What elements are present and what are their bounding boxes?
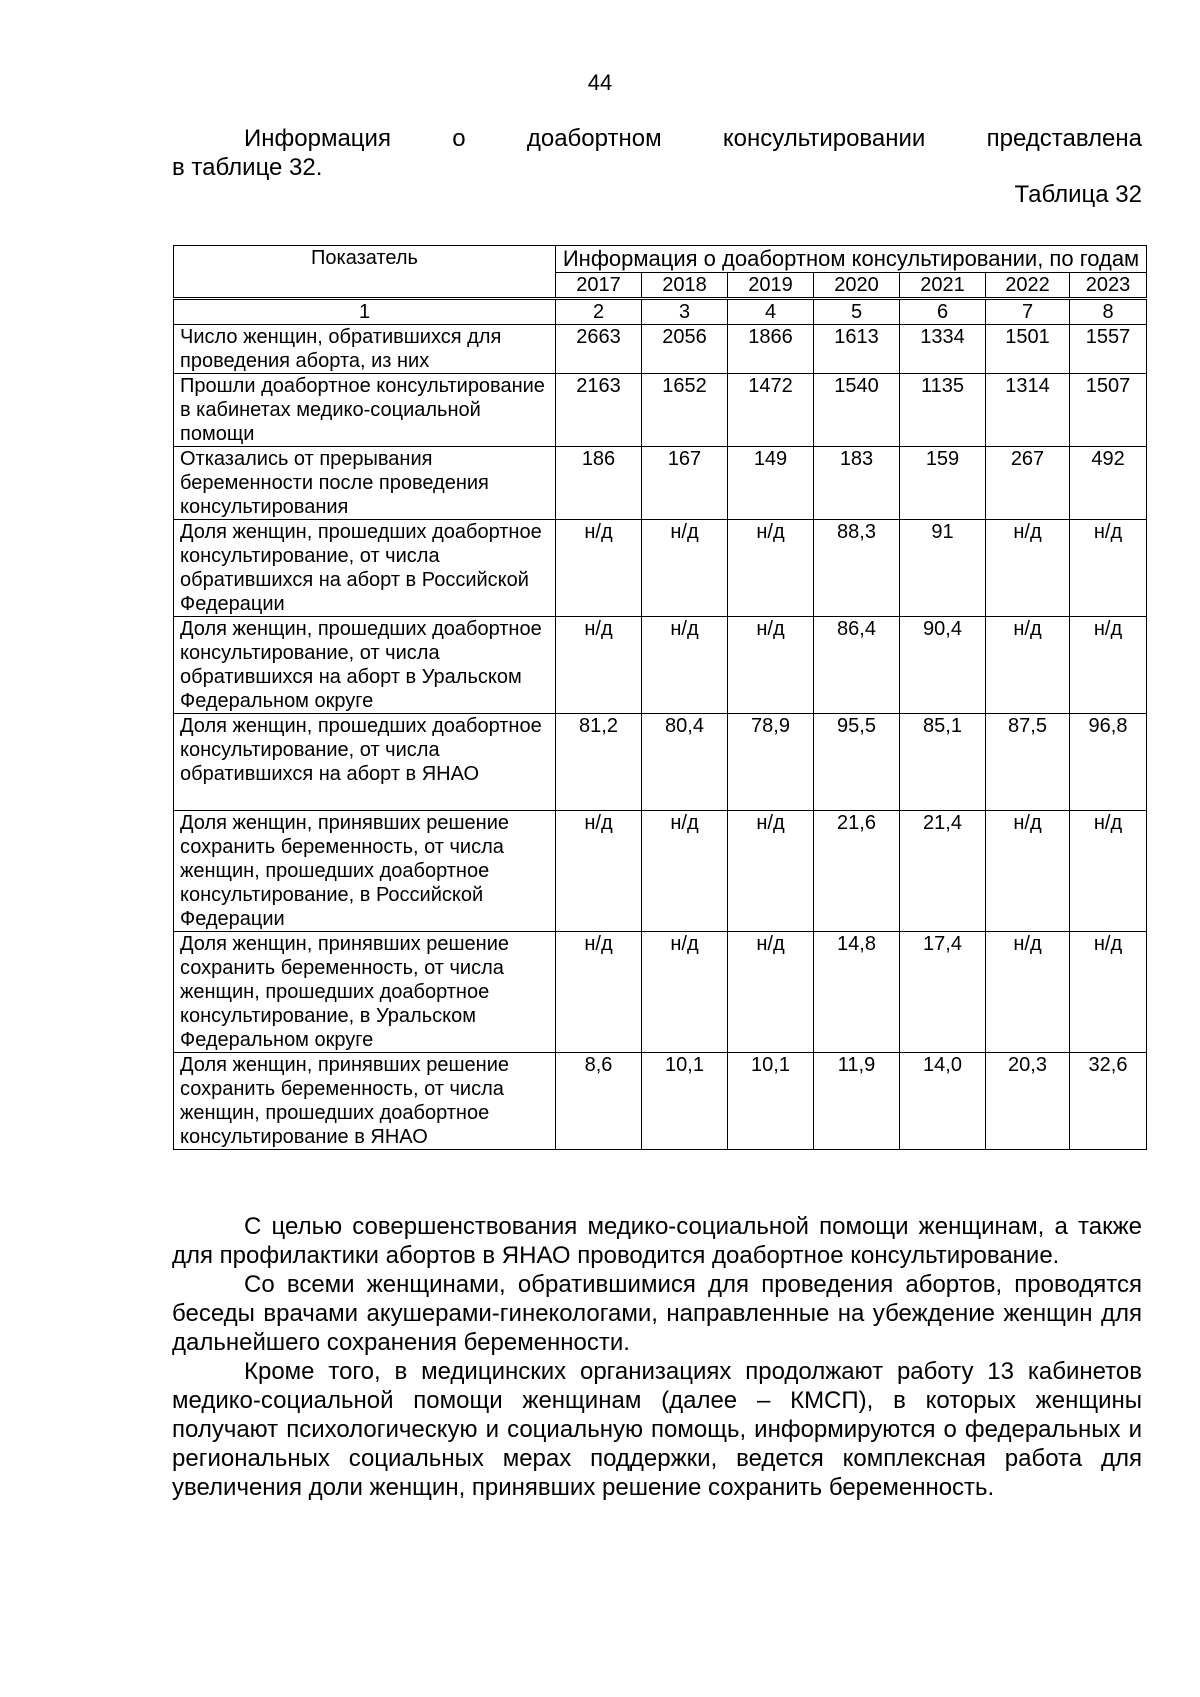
table-cell: 32,6 [1070, 1053, 1147, 1150]
intro-paragraph [172, 124, 1142, 182]
paragraph: С целью совершенствования медико-социальной помощи женщинам, а также для профилактики абортов в ЯНАО проводится доабортное консультирование. [172, 1213, 1142, 1269]
table-cell: 11,9 [814, 1053, 900, 1150]
table-cell: 10,1 [728, 1053, 814, 1150]
table-cell: 183 [814, 447, 900, 520]
table-cell: 1472 [728, 374, 814, 447]
row-label: Доля женщин, прошедших доабортное консультирование, от числа обратившихся на аборт в Российской Федерации [174, 520, 556, 617]
column-number: 1 [174, 299, 556, 325]
table-cell: н/д [642, 520, 728, 617]
table-cell: н/д [1070, 520, 1147, 617]
table-cell: 149 [728, 447, 814, 520]
table-cell: 14,8 [814, 932, 900, 1053]
table-cell: 10,1 [642, 1053, 728, 1150]
column-number: 7 [986, 299, 1070, 325]
table-row [174, 447, 1147, 520]
table-cell: 14,0 [900, 1053, 986, 1150]
table-cell: н/д [986, 932, 1070, 1053]
row-label: Доля женщин, принявших решение сохранить беременность, от числа женщин, прошедших доабортное консультирование, в Российской Федерации [174, 811, 556, 932]
table-row [174, 617, 1147, 714]
table-cell: 1866 [728, 325, 814, 374]
table-cell: 87,5 [986, 714, 1070, 811]
year-header: 2021 [900, 273, 986, 299]
year-header: 2020 [814, 273, 900, 299]
paragraph: Со всеми женщинами, обратившимися для проведения абортов, проводятся беседы врачами акушерами-гинекологами, направленные на убеждение женщин для дальнейшего сохранения беременности. [172, 1271, 1142, 1356]
table-row [174, 374, 1147, 447]
row-label: Доля женщин, принявших решение сохранить беременность, от числа женщин, прошедших доабортное консультирование, в Уральском Федеральном округе [174, 932, 556, 1053]
table-cell: 90,4 [900, 617, 986, 714]
intro-line-1: Информация о доабортном консультировании представлена [244, 125, 1142, 152]
row-label: Доля женщин, принявших решение сохранить беременность, от числа женщин, прошедших доабортное консультирование в ЯНАО [174, 1053, 556, 1150]
table-cell: 96,8 [1070, 714, 1147, 811]
table-cell: н/д [1070, 811, 1147, 932]
table-cell: н/д [728, 811, 814, 932]
table-cell: 21,4 [900, 811, 986, 932]
table-cell: 85,1 [900, 714, 986, 811]
table-cell: н/д [1070, 932, 1147, 1053]
table-cell: 1507 [1070, 374, 1147, 447]
body-text [172, 1212, 1142, 1502]
page-number: 44 [587, 70, 613, 95]
table-row [174, 811, 1147, 932]
table-cell: 78,9 [728, 714, 814, 811]
year-header: 2018 [642, 273, 728, 299]
table-cell: 186 [556, 447, 642, 520]
column-number: 4 [728, 299, 814, 325]
table-cell: 91 [900, 520, 986, 617]
paragraph: Кроме того, в медицинских организациях продолжают работу 13 кабинетов медико-социальной помощи женщинам (далее – КМСП), в которых женщины получают психологическую и социальную помощь, информируются о федеральных и региональных социальных мерах поддержки, ведется комплексная работа для увеличения доли женщин, принявших решение сохранить беременность. [172, 1358, 1142, 1501]
table-cell: 20,3 [986, 1053, 1070, 1150]
year-header: 2023 [1070, 273, 1147, 299]
year-header: 2022 [986, 273, 1070, 299]
table-cell: 267 [986, 447, 1070, 520]
table-caption: Таблица 32 [1014, 181, 1142, 208]
table-cell: 1557 [1070, 325, 1147, 374]
table-cell: 80,4 [642, 714, 728, 811]
table-cell: 2056 [642, 325, 728, 374]
row-label: Число женщин, обратившихся для проведения аборта, из них [174, 325, 556, 374]
table-cell: н/д [986, 520, 1070, 617]
table-cell: н/д [728, 617, 814, 714]
table-cell: 8,6 [556, 1053, 642, 1150]
intro-line-2: в таблице 32. [172, 154, 323, 181]
table-row [174, 520, 1147, 617]
table-row [174, 325, 1147, 374]
table-cell: н/д [986, 811, 1070, 932]
table-cell: н/д [642, 811, 728, 932]
table-cell: 1334 [900, 325, 986, 374]
column-number: 6 [900, 299, 986, 325]
table-cell: н/д [728, 520, 814, 617]
row-label: Прошли доабортное консультирование в кабинетах медико-социальной помощи [174, 374, 556, 447]
column-numbers-row [174, 299, 1147, 325]
year-header: 2019 [728, 273, 814, 299]
table-cell: 492 [1070, 447, 1147, 520]
row-label: Отказались от прерывания беременности после проведения консультирования [174, 447, 556, 520]
table-cell: 17,4 [900, 932, 986, 1053]
header-indicator: Показатель [174, 246, 556, 299]
table-cell: 1135 [900, 374, 986, 447]
table-cell: 2163 [556, 374, 642, 447]
table-cell: н/д [556, 617, 642, 714]
table-cell: 88,3 [814, 520, 900, 617]
column-number: 5 [814, 299, 900, 325]
column-number: 2 [556, 299, 642, 325]
data-table [173, 245, 1147, 1150]
table-cell: н/д [642, 617, 728, 714]
table-cell: 2663 [556, 325, 642, 374]
table-cell: н/д [986, 617, 1070, 714]
table-cell: 21,6 [814, 811, 900, 932]
row-label: Доля женщин, прошедших доабортное консультирование, от числа обратившихся на аборт в Уральском Федеральном округе [174, 617, 556, 714]
table-cell: 95,5 [814, 714, 900, 811]
table-cell: н/д [1070, 617, 1147, 714]
table-cell: н/д [556, 932, 642, 1053]
table-row [174, 1053, 1147, 1150]
table-cell: н/д [556, 520, 642, 617]
table-cell: н/д [642, 932, 728, 1053]
table-cell: 86,4 [814, 617, 900, 714]
row-label: Доля женщин, прошедших доабортное консультирование, от числа обратившихся на аборт в ЯНАО [174, 714, 556, 811]
header-group: Информация о доабортном консультировании, по годам [556, 246, 1147, 273]
table-cell: 159 [900, 447, 986, 520]
year-header: 2017 [556, 273, 642, 299]
table-cell: 167 [642, 447, 728, 520]
table-row [174, 714, 1147, 811]
table-cell: 1540 [814, 374, 900, 447]
table-cell: 1613 [814, 325, 900, 374]
table-cell: 81,2 [556, 714, 642, 811]
table-row [174, 932, 1147, 1053]
table-cell: 1314 [986, 374, 1070, 447]
column-number: 3 [642, 299, 728, 325]
table-cell: 1501 [986, 325, 1070, 374]
table-cell: н/д [728, 932, 814, 1053]
column-number: 8 [1070, 299, 1147, 325]
table-cell: н/д [556, 811, 642, 932]
table-cell: 1652 [642, 374, 728, 447]
